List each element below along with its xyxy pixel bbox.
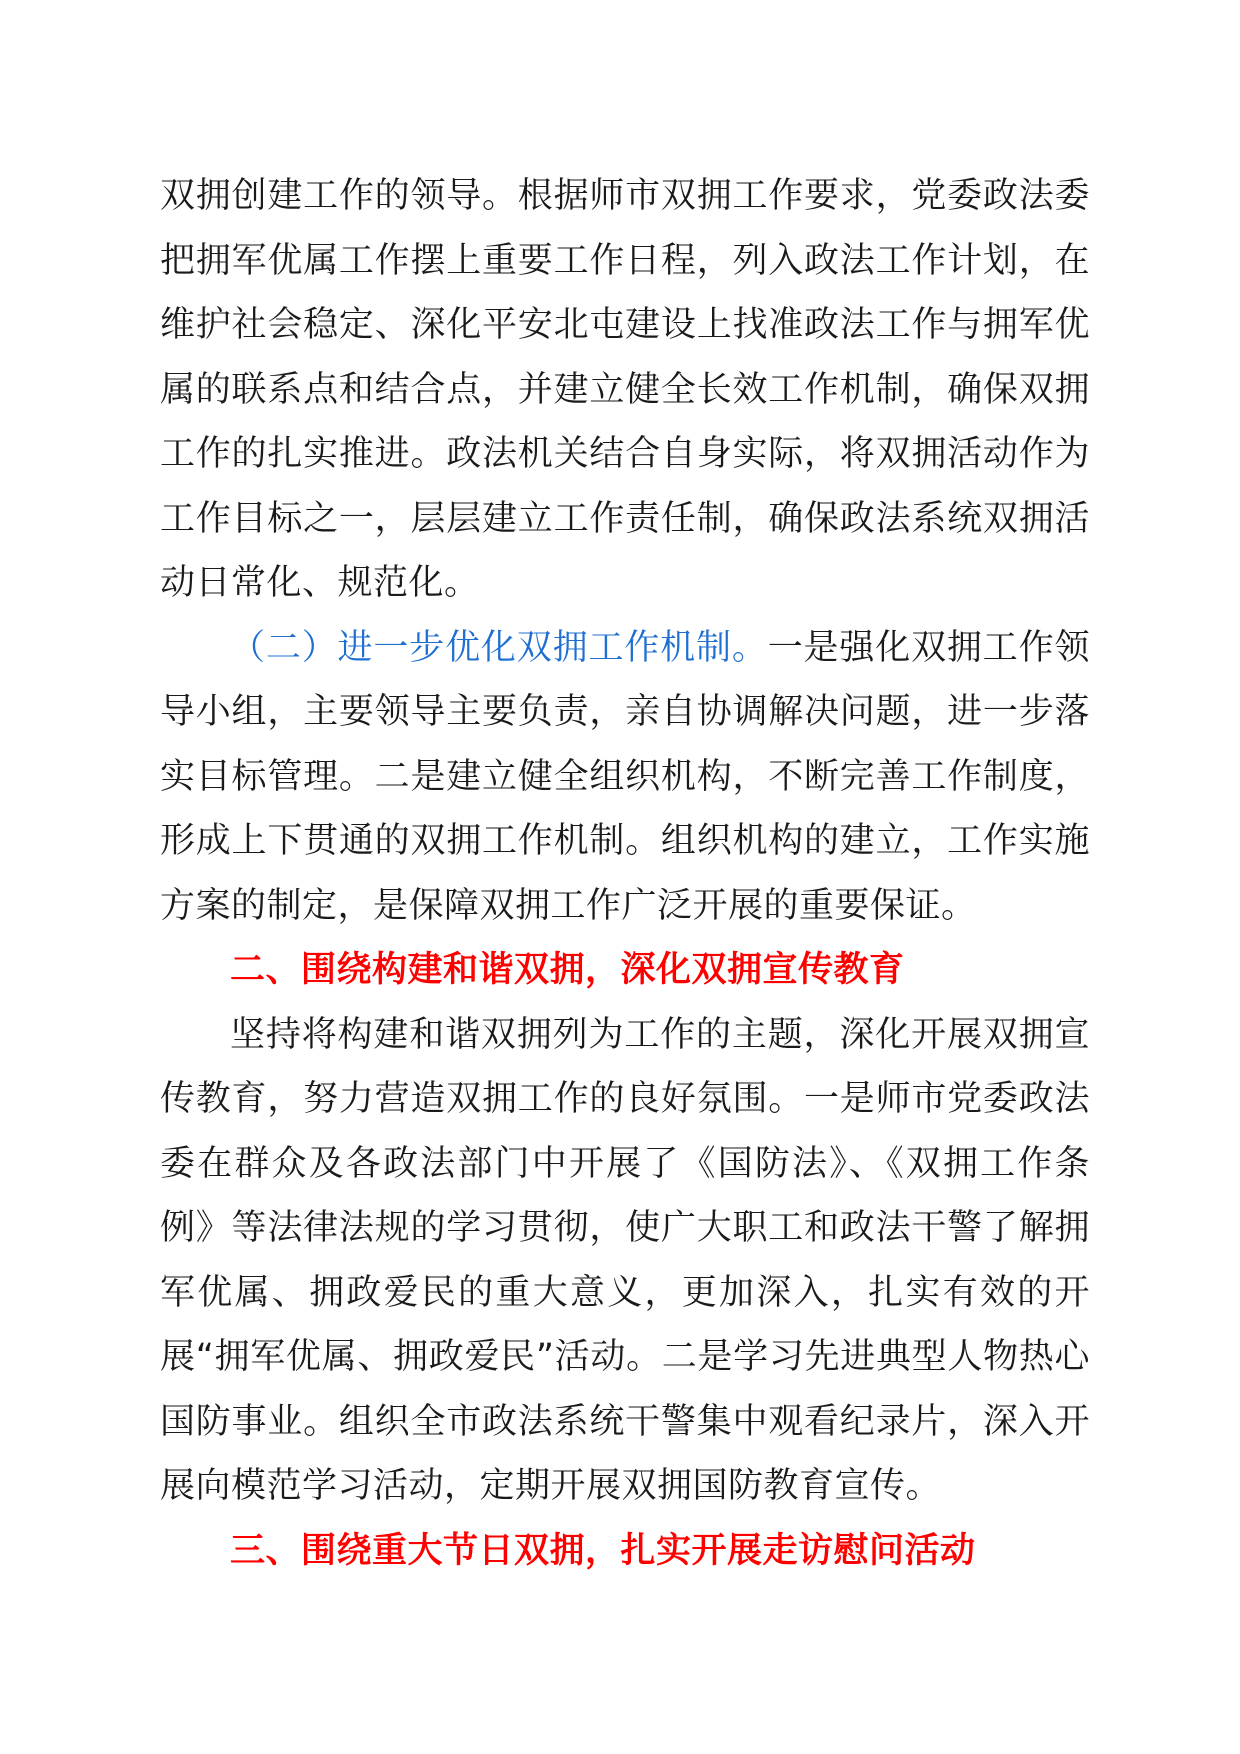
section-heading-3: 三、围绕重大节日双拥，扎实开展走访慰问活动 <box>230 1530 976 1571</box>
document-page <box>160 164 1090 1583</box>
section-heading-2: 二、围绕构建和谐双拥，深化双拥宣传教育 <box>230 950 905 990</box>
subheading-2: （二）进一步优化双拥工作机制。 <box>230 627 768 668</box>
paragraph-2-body: 一是强化双拥工作领导小组，主要领导主要负责，亲自协调解决问题，进一步落实目标管理。二是建立健全组织机构，不断完善工作制度，形成上下贯通的双拥工作机制。组织机构的建立，工作实施方案的制定，是保障双拥工作广泛开展的重要保证。 <box>160 627 1090 926</box>
paragraph-2 <box>160 616 1090 939</box>
paragraph-3: 坚持将构建和谐双拥列为工作的主题，深化开展双拥宣传教育，努力营造双拥工作的良好氛围。一是师市党委政法委在群众及各政法部门中开展了《国防法》、《双拥工作条例》等法律法规的学习贯彻，使广大职工和政法干警了解拥军优属、拥政爱民的重大意义，更加深入，扎实有效的开展“拥军优属、拥政爱民”活动。二是学习先进典型人物热心国防事业。组织全市政法系统干警集中观看纪录片，深入开展向模范学习活动，定期开展双拥国防教育宣传。 <box>160 1014 1090 1506</box>
paragraph-1: 双拥创建工作的领导。根据师市双拥工作要求，党委政法委把拥军优属工作摆上重要工作日程，列入政法工作计划，在维护社会稳定、深化平安北屯建设上找准政法工作与拥军优属的联系点和结合点，并建立健全长效工作机制，确保双拥工作的扎实推进。政法机关结合自身实际，将双拥活动作为工作目标之一，层层建立工作责任制，确保政法系统双拥活动日常化、规范化。 <box>160 176 1090 603</box>
